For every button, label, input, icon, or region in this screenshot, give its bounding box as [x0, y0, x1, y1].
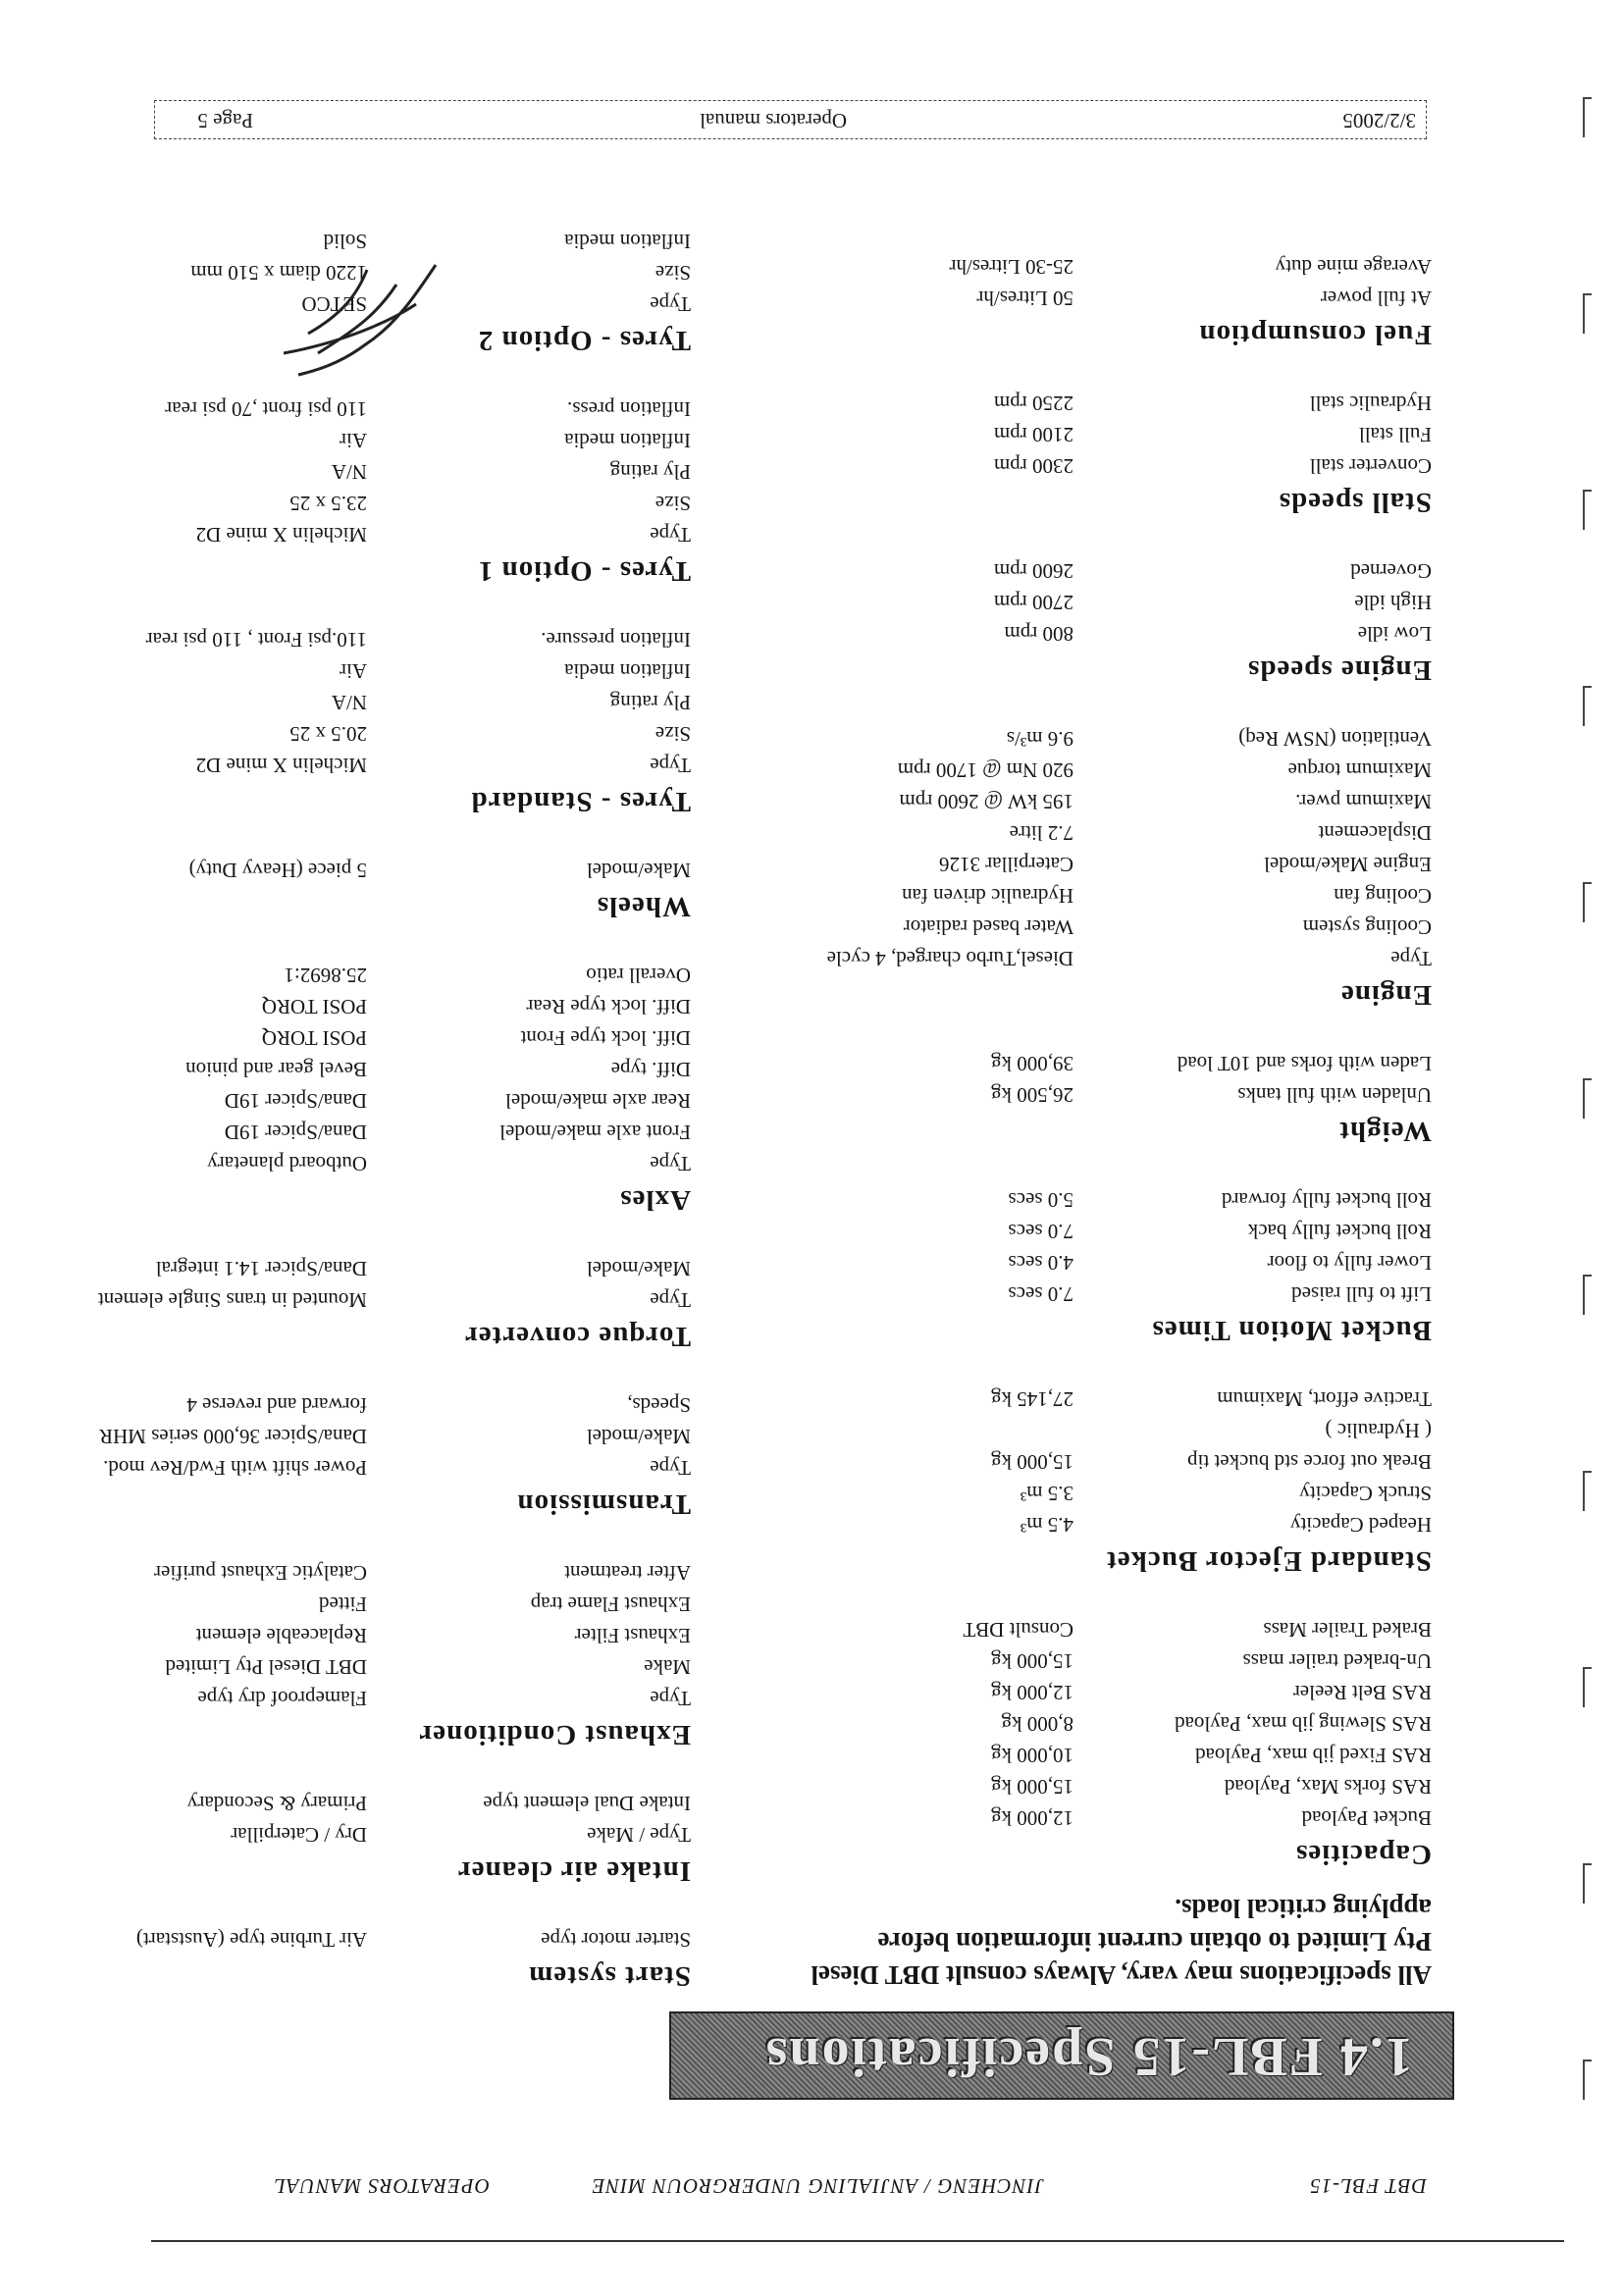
spec-label: High idle — [1354, 591, 1432, 614]
spec-row — [73, 1018, 691, 1050]
spec-label: Tractive effort, Maximum — [1217, 1387, 1432, 1411]
section-title: Fuel consumption — [1198, 319, 1432, 350]
spec-row — [794, 279, 1432, 310]
section-title: Stall speeds — [1278, 487, 1432, 518]
footer-date: 3/2/2005 — [1342, 109, 1416, 132]
spec-value: 12,000 kg — [991, 1681, 1073, 1704]
spec-label: Average mine duty — [1275, 255, 1432, 279]
spec-row — [73, 1448, 691, 1480]
spec-label: Exhaust Flame trap — [530, 1592, 691, 1616]
spec-label: Make/model — [586, 1257, 691, 1280]
spec-value: 195 kW @ 2600 rpm — [899, 790, 1073, 813]
spec-value: Mounted in trans Single element — [97, 1288, 367, 1312]
header-center: JINCHENG / ANJIALING UNDERGROUN MINE — [591, 2174, 1044, 2198]
spec-label: Full stall — [1358, 423, 1432, 446]
spec-label: Roll bucket fully back — [1247, 1220, 1432, 1243]
spec-row — [794, 1180, 1432, 1212]
spec-value: Hydraulic driven fan — [902, 884, 1073, 908]
spec-row — [794, 1673, 1432, 1704]
spec-value: Power shift with Fwd/Rev mod. — [103, 1456, 367, 1480]
spec-value: 15,000 kg — [991, 1450, 1073, 1474]
spec-value: 110.psi Front , 110 psi rear — [145, 628, 367, 652]
signature-mark — [269, 255, 455, 383]
spec-label: Exhaust Filter — [574, 1624, 691, 1647]
spec-value: DBT Diesel Pty Limited — [165, 1655, 367, 1679]
spec-value: 4.0 secs — [1008, 1251, 1073, 1275]
spec-value: Dana/Spicer 14.1 integral — [155, 1257, 367, 1280]
spec-value: Water based radiator — [903, 915, 1073, 939]
spec-value: Replaceable element — [195, 1624, 367, 1647]
spec-row — [794, 614, 1432, 646]
section-title: Axles — [619, 1184, 691, 1216]
spec-value: POSI TORQ — [261, 1026, 367, 1050]
spec-row — [73, 714, 691, 746]
spec-label: Type — [1390, 947, 1432, 970]
banner-title: 1.4 FBL-15 Specifications — [763, 2026, 1413, 2087]
section-fuel-consumption — [794, 247, 1432, 350]
spec-value: Consult DBT — [963, 1618, 1073, 1642]
spec-value: 15,000 kg — [991, 1649, 1073, 1673]
left-column — [794, 214, 1432, 1992]
spec-label: ( Hydraulic ) — [1325, 1419, 1432, 1442]
spec-value: 50 Litres/hr — [976, 287, 1073, 310]
section-title: Tyres - Standard — [470, 786, 691, 817]
spec-row — [73, 1144, 691, 1175]
spec-label: Inflation media — [564, 230, 691, 253]
spec-row — [73, 515, 691, 547]
section-title: Bucket Motion Times — [1151, 1315, 1432, 1346]
spec-row — [73, 1815, 691, 1847]
spec-label: Diff. lock type Rear — [526, 995, 691, 1018]
spec-row — [794, 1075, 1432, 1107]
footer-page: Page 5 — [197, 109, 253, 132]
spec-label: Displacement — [1318, 821, 1432, 845]
spec-label: Braked Trailer Mass — [1263, 1618, 1432, 1642]
spec-row — [73, 1050, 691, 1081]
spec-row — [794, 1474, 1432, 1505]
spec-value: 12,000 kg — [991, 1806, 1073, 1830]
section-exhaust-conditioner — [73, 1553, 691, 1750]
section-title: Standard Ejector Bucket — [1106, 1545, 1432, 1577]
spec-value: Air — [340, 429, 367, 452]
section-tyres-option-1 — [73, 390, 691, 587]
spec-row — [794, 876, 1432, 908]
spec-label: Break out force std bucket tip — [1186, 1450, 1432, 1474]
spec-row — [794, 1799, 1432, 1830]
spec-value: Dana/Spicer 19D — [224, 1121, 367, 1144]
spec-row — [794, 751, 1432, 782]
spec-value: 25-30 Litres/hr — [949, 255, 1073, 279]
spec-value: Bevel gear and pinion — [185, 1058, 367, 1081]
spec-label: Maximum pwer. — [1295, 790, 1432, 813]
spec-label: Struck Capacity — [1299, 1482, 1432, 1505]
spec-row — [73, 620, 691, 652]
spec-value: 3.5 m³ — [1020, 1482, 1073, 1505]
section-engine-speeds — [794, 551, 1432, 686]
spec-value: 25.8692:1 — [284, 964, 367, 987]
spec-label: Laden with forks and 10T load — [1177, 1052, 1432, 1075]
section-title: Intake air cleaner — [456, 1855, 691, 1887]
spec-label: Cooling system — [1302, 915, 1432, 939]
spec-label: Intake Dual element type — [483, 1792, 691, 1815]
spec-value: Outboard planetary — [207, 1152, 367, 1175]
section-tyres-standard — [73, 620, 691, 817]
section-title: Tyres - Option 1 — [477, 555, 691, 587]
section-title: Transmission — [516, 1488, 691, 1520]
section-banner — [669, 2011, 1454, 2100]
spec-label: Unladen with full tanks — [1237, 1083, 1432, 1107]
section-title: Weight — [1338, 1116, 1432, 1147]
spec-value: 7.2 litre — [1009, 821, 1073, 845]
spec-row — [73, 222, 691, 253]
spec-row — [73, 956, 691, 987]
spec-value: 2600 rpm — [993, 559, 1073, 583]
spec-row — [73, 652, 691, 683]
spec-value: 2700 rpm — [993, 591, 1073, 614]
spec-row — [794, 1442, 1432, 1474]
spec-label: Inflation press. — [567, 397, 691, 421]
spec-value: Air — [340, 659, 367, 683]
section-intake-air-cleaner — [73, 1784, 691, 1887]
spec-value: Caterpillar 3126 — [938, 853, 1073, 876]
right-sections — [73, 222, 691, 1992]
spec-label: Type — [650, 1456, 691, 1480]
spec-value: Diesel,Turbo charged, 4 cycle — [826, 947, 1073, 970]
spec-label: Type / Make — [587, 1823, 691, 1847]
spec-row — [73, 421, 691, 452]
spec-row — [73, 452, 691, 484]
spec-label: Lower fully to floor — [1267, 1251, 1432, 1275]
section-torque-converter — [73, 1249, 691, 1352]
spec-row — [794, 1411, 1432, 1442]
spec-value: 110 psi front ,70 psi rear — [165, 397, 367, 421]
spec-label: Un-braked trailer mass — [1242, 1649, 1432, 1673]
header-right: OPERATORS MANUAL — [273, 2174, 490, 2198]
spec-value: Dana/Spicer 19D — [224, 1089, 367, 1113]
section-standard-ejector-bucket — [794, 1380, 1432, 1577]
spec-row — [73, 987, 691, 1018]
page-footer — [154, 100, 1427, 139]
spec-row — [73, 746, 691, 777]
spec-row — [73, 1679, 691, 1710]
section-wheels — [73, 851, 691, 922]
spec-row — [73, 1417, 691, 1448]
spec-row — [794, 845, 1432, 876]
spec-label: RAS Slewing jib max, Payload — [1175, 1712, 1432, 1736]
spec-label: Inflation pressure. — [541, 628, 691, 652]
spec-row — [794, 446, 1432, 478]
spec-value: N/A — [331, 691, 367, 714]
spec-label: Type — [650, 292, 691, 316]
spec-label: RAS forks Max, Payload — [1224, 1775, 1432, 1799]
spec-row — [73, 390, 691, 421]
spec-value: Flameproof dry type — [197, 1687, 367, 1710]
spec-value: 2300 rpm — [993, 454, 1073, 478]
section-title: Start system — [528, 1960, 691, 1992]
spec-value: 800 rpm — [1004, 622, 1073, 646]
spec-value: 7.0 secs — [1008, 1220, 1073, 1243]
top-rule — [151, 2240, 1564, 2242]
spec-row — [794, 1704, 1432, 1736]
spec-label: Front axle make/model — [499, 1121, 691, 1144]
section-title: Engine — [1339, 979, 1432, 1011]
section-title: Engine speeds — [1247, 654, 1432, 686]
spec-row — [794, 1243, 1432, 1275]
spec-label: Inflation media — [564, 429, 691, 452]
spec-row — [73, 1920, 691, 1952]
spec-value: Michelin X mine D2 — [195, 523, 367, 547]
spec-value: 15,000 kg — [991, 1775, 1073, 1799]
spec-row — [73, 1616, 691, 1647]
spec-row — [73, 1585, 691, 1616]
spec-row — [794, 1642, 1432, 1673]
spec-label: After treatment — [564, 1561, 691, 1585]
spec-row — [794, 247, 1432, 279]
spec-value: Fitted — [318, 1592, 367, 1616]
spec-label: Type — [650, 523, 691, 547]
spec-row — [73, 1113, 691, 1144]
spec-row — [794, 813, 1432, 845]
spec-value: 5.0 secs — [1008, 1188, 1073, 1212]
spec-row — [794, 1044, 1432, 1075]
spec-row — [73, 1280, 691, 1312]
spec-label: Speeds, — [627, 1393, 691, 1417]
spec-label: Converter stall — [1309, 454, 1432, 478]
spec-value: 39,000 kg — [991, 1052, 1073, 1075]
footer-title: Operators manual — [700, 109, 847, 132]
spec-value: 20.5 x 25 — [289, 722, 367, 746]
spec-label: At full power — [1320, 287, 1432, 310]
section-title: Tyres - Option 2 — [477, 325, 691, 356]
spec-label: Ply rating — [609, 691, 691, 714]
section-engine — [794, 719, 1432, 1011]
section-capacities — [794, 1610, 1432, 1870]
section-bucket-motion-times — [794, 1180, 1432, 1346]
spec-label: Hydraulic stall — [1309, 391, 1432, 415]
section-start-system — [73, 1920, 691, 1992]
spec-label: Inflation media — [564, 659, 691, 683]
spec-label: Diff. type — [610, 1058, 691, 1081]
spec-row — [794, 908, 1432, 939]
section-weight — [794, 1044, 1432, 1147]
specification-note: All specifications may vary, Always consult DBT Diesel Pty Limited to obtain current information before applying critical loads. — [811, 1894, 1432, 1990]
spec-value: Michelin X mine D2 — [195, 754, 367, 777]
spec-row — [794, 1767, 1432, 1799]
spec-row — [794, 1275, 1432, 1306]
spec-label: RAS Fixed jib max, Payload — [1195, 1744, 1432, 1767]
spec-row — [794, 719, 1432, 751]
spec-row — [794, 551, 1432, 583]
spec-label: Make/model — [586, 1425, 691, 1448]
spec-label: Type — [650, 1152, 691, 1175]
spec-value: SETCO — [301, 292, 367, 316]
spec-value: 4.5 m³ — [1020, 1513, 1073, 1537]
spec-label: Type — [650, 1288, 691, 1312]
binding-edge-marks — [1564, 0, 1623, 2296]
spec-label: Type — [650, 754, 691, 777]
spec-label: Size — [654, 722, 691, 746]
spec-row — [73, 851, 691, 882]
spec-label: Starter motor type — [541, 1928, 691, 1952]
spec-row — [73, 1081, 691, 1113]
right-column — [73, 188, 691, 1992]
spec-value: 1220 diam x 510 mm — [190, 261, 367, 285]
spec-row — [794, 1736, 1432, 1767]
section-title: Capacities — [1295, 1839, 1432, 1870]
section-title: Exhaust Conditioner — [418, 1719, 691, 1750]
spec-label: Lift to full raised — [1291, 1282, 1432, 1306]
spec-label: Maximum torque — [1287, 758, 1432, 782]
spec-value: Primary & Secondary — [186, 1792, 367, 1815]
spec-label: Make — [644, 1655, 691, 1679]
spec-row — [794, 583, 1432, 614]
spec-label: Type — [650, 1687, 691, 1710]
spec-value: Solid — [323, 230, 367, 253]
spec-row — [794, 782, 1432, 813]
spec-value: 5 piece (Heavy Duty) — [188, 859, 367, 882]
spec-row — [794, 1212, 1432, 1243]
spec-value: 7.0 secs — [1008, 1282, 1073, 1306]
spec-value: Catalytic Exhaust purifier — [154, 1561, 367, 1585]
section-stall-speeds — [794, 384, 1432, 518]
spec-label: Roll bucket fully forward — [1221, 1188, 1432, 1212]
spec-value: N/A — [331, 460, 367, 484]
spec-value: forward and reverse 4 — [186, 1393, 367, 1417]
spec-label: Ventilation (NSW Req) — [1238, 727, 1432, 751]
spec-row — [73, 1784, 691, 1815]
spec-value: Dana/Spicer 36,000 series MHR — [99, 1425, 367, 1448]
spec-label: Overall ratio — [586, 964, 691, 987]
spec-value: POSI TORQ — [261, 995, 367, 1018]
spec-label: Governed — [1350, 559, 1432, 583]
left-sections — [794, 247, 1432, 1870]
spec-row — [794, 415, 1432, 446]
spec-row — [73, 1553, 691, 1585]
spec-row — [73, 1647, 691, 1679]
spec-value: 23.5 x 25 — [289, 492, 367, 515]
spec-row — [73, 1385, 691, 1417]
spec-row — [73, 1249, 691, 1280]
section-axles — [73, 956, 691, 1216]
spec-label: Cooling fan — [1334, 884, 1432, 908]
spec-value: 10,000 kg — [991, 1744, 1073, 1767]
spec-value: 2100 rpm — [993, 423, 1073, 446]
spec-label: Low idle — [1357, 622, 1432, 646]
spec-value: Dry / Caterpillar — [231, 1823, 367, 1847]
spec-label: Size — [654, 492, 691, 515]
header-left: DBT FBL-15 — [1309, 2174, 1427, 2198]
spec-row — [794, 1610, 1432, 1642]
spec-row — [794, 384, 1432, 415]
spec-row — [794, 939, 1432, 970]
spec-label: Engine Make/model — [1264, 853, 1432, 876]
spec-row — [73, 484, 691, 515]
spec-row — [794, 1505, 1432, 1537]
spec-row — [794, 1380, 1432, 1411]
spec-label: Size — [654, 261, 691, 285]
spec-value: 920 Nm @ 1700 rpm — [897, 758, 1073, 782]
section-transmission — [73, 1385, 691, 1520]
spec-value: 27,145 kg — [991, 1387, 1073, 1411]
section-title: Torque converter — [463, 1321, 691, 1352]
spec-value: 2250 rpm — [993, 391, 1073, 415]
spec-label: Bucket Payload — [1301, 1806, 1432, 1830]
spec-value: 8,000 kg — [1001, 1712, 1073, 1736]
spec-label: Heaped Capacity — [1289, 1513, 1432, 1537]
section-title: Wheels — [596, 891, 691, 922]
spec-value: 26,500 kg — [991, 1083, 1073, 1107]
spec-label: Rear axle make/model — [505, 1089, 691, 1113]
spec-label: Diff. lock type Front — [520, 1026, 691, 1050]
spec-row — [73, 683, 691, 714]
spec-label: Ply rating — [609, 460, 691, 484]
spec-label: RAS Belt Reeler — [1292, 1681, 1432, 1704]
spec-value: 9.6 m³/s — [1006, 727, 1073, 751]
spec-label: Make/model — [586, 859, 691, 882]
spec-value: Air Turbine type (Auststart) — [135, 1928, 367, 1952]
